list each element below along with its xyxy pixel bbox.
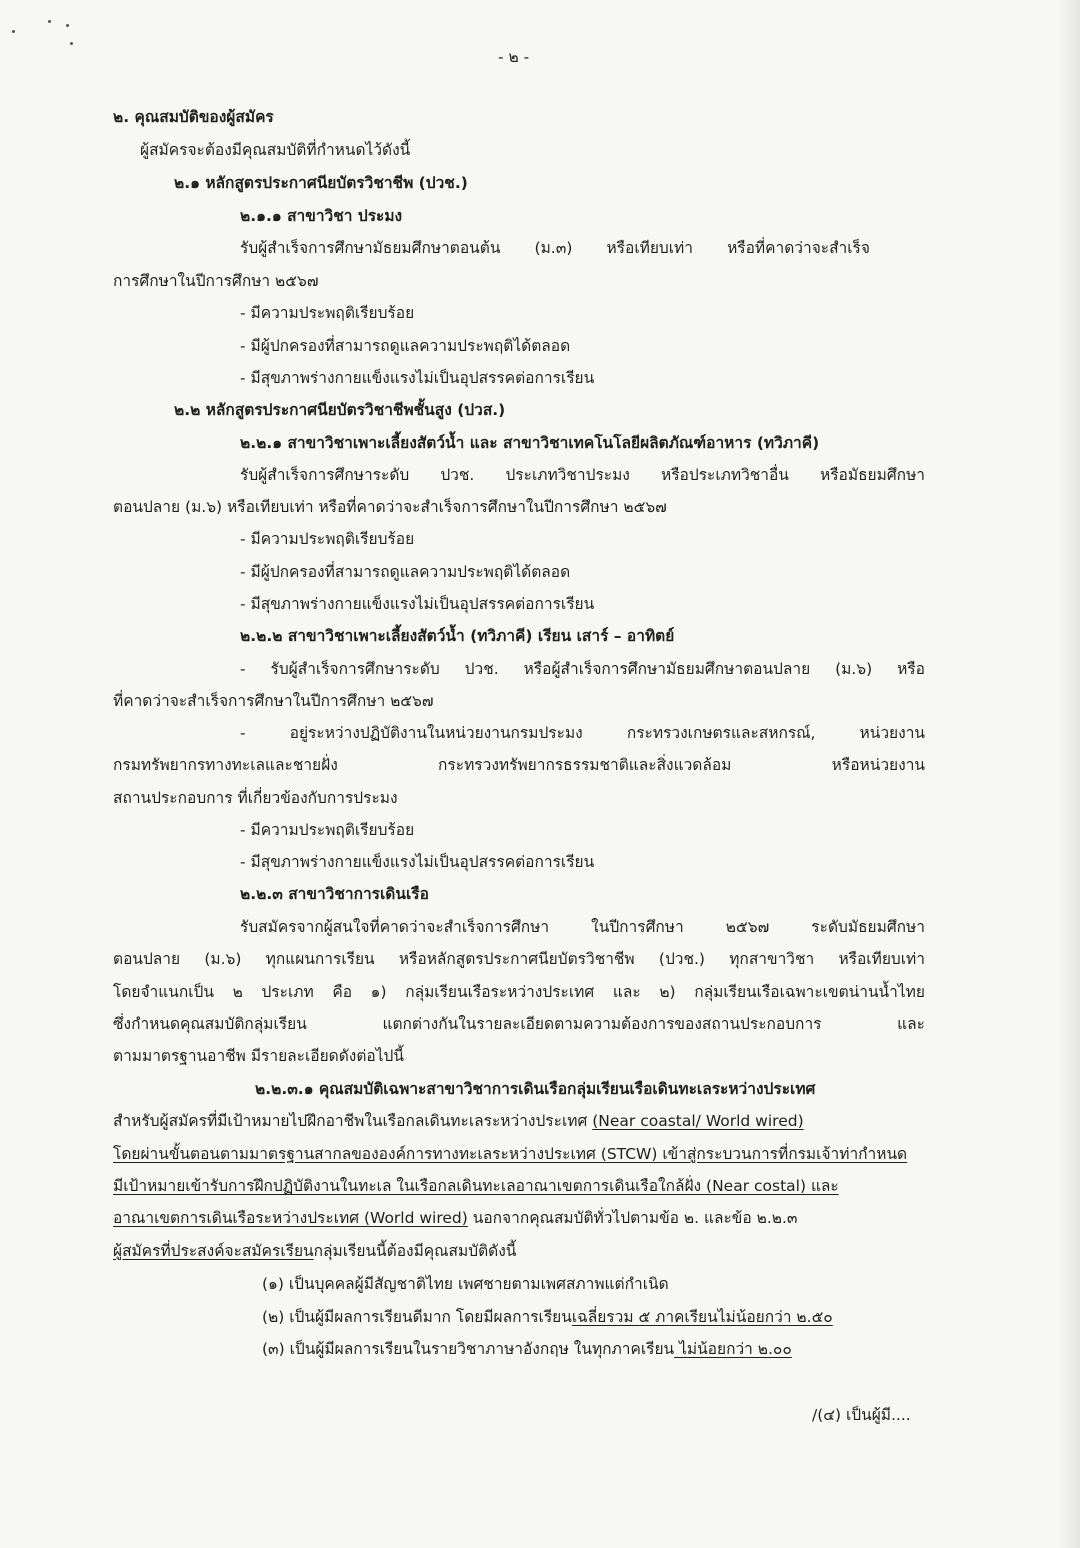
- word: หรือประเภทวิชาอื่น: [661, 466, 789, 484]
- underlined-text: เฉลี่ยรวม ๕ ภาคเรียนไม่น้อยกว่า ๒.๕๐: [571, 1308, 833, 1326]
- word: (ม.๖): [835, 660, 873, 678]
- word: หรือที่คาดว่าจะสำเร็จ: [727, 239, 870, 257]
- bullet-item: - มีสุขภาพร่างกายแข็งแรงไม่เป็นอุปสรรคต่อการเรียน: [240, 853, 595, 871]
- word: ๒: [232, 983, 243, 1001]
- scan-specks: [8, 12, 78, 52]
- paragraph-line: [113, 1205, 798, 1231]
- word: -: [240, 724, 246, 742]
- subsection-2-1-title: ๒.๑ หลักสูตรประกาศนียบัตรวิชาชีพ (ปวช.): [174, 174, 468, 192]
- word: ปวช.: [440, 466, 475, 484]
- criterion-3: [262, 1336, 792, 1362]
- paragraph-line: [113, 1238, 516, 1264]
- bullet-item: - มีความประพฤติเรียบร้อย: [240, 821, 415, 839]
- word: รับสมัครจากผู้สนใจที่คาดว่าจะสำเร็จการศึกษา: [240, 918, 550, 936]
- intro-text: ผู้สมัครจะต้องมีคุณสมบัติที่กำหนดไว้ดังนี้: [140, 141, 411, 159]
- scan-edge-shadow: [1058, 0, 1080, 1548]
- subsection-2-2-3-1-title: ๒.๒.๓.๑ คุณสมบัติเฉพาะสาขาวิชาการเดินเรือกลุ่มเรียนเรือเดินทะเลระหว่างประเทศ: [255, 1080, 816, 1098]
- word: หน่วยงาน: [859, 724, 925, 742]
- plain-text: (๒) เป็นผู้มีผลการเรียนดีมาก โดยมีผลการเรียน: [262, 1308, 572, 1326]
- paragraph-line: ตอนปลาย (ม.๖) หรือเทียบเท่า หรือที่คาดว่าจะสำเร็จการศึกษาในปีการศึกษา ๒๕๖๗: [113, 498, 667, 516]
- word: กระทรวงเกษตรและสหกรณ์,: [626, 724, 816, 742]
- subsection-2-2-2-title: ๒.๒.๒ สาขาวิชาเพาะเลี้ยงสัตว์น้ำ (ทวิภาคี) เรียน เสาร์ – อาทิตย์: [240, 627, 675, 645]
- word: รับผู้สำเร็จการศึกษาระดับ: [270, 660, 440, 678]
- paragraph-line: [113, 752, 925, 778]
- word: หรือมัธยมศึกษา: [820, 466, 925, 484]
- section-heading: ๒. คุณสมบัติของผู้สมัคร: [113, 108, 274, 126]
- paragraph-line: [113, 946, 925, 972]
- underlined-text: (Near coastal/ World wired): [592, 1112, 804, 1130]
- plain-text: สำหรับผู้สมัครที่มีเป้าหมายไปฝึกอาชีพในเรือกลเดินทะเลระหว่างประเทศ: [113, 1112, 593, 1130]
- criterion-1: (๑) เป็นบุคคลผู้มีสัญชาติไทย เพศชายตามเพศสภาพแต่กำเนิด: [262, 1275, 669, 1293]
- page-number: - ๒ -: [498, 48, 530, 66]
- subsection-2-1-1-title: ๒.๑.๑ สาขาวิชา ประมง: [240, 207, 403, 225]
- bullet-item: - มีความประพฤติเรียบร้อย: [240, 304, 415, 322]
- word: หรือเทียบเท่า: [606, 239, 693, 257]
- word: ระดับมัธยมศึกษา: [811, 918, 925, 936]
- paragraph-line: [240, 235, 870, 261]
- word: ประเภทวิชาประมง: [505, 466, 630, 484]
- paragraph-line: สถานประกอบการ ที่เกี่ยวข้องกับการประมง: [113, 789, 398, 807]
- word: อยู่ระหว่างปฏิบัติงานในหน่วยงานกรมประมง: [289, 724, 583, 742]
- plain-text: นอกจากคุณสมบัติทั่วไปตามข้อ ๒. และข้อ ๒.๒.๓: [467, 1209, 798, 1227]
- word: ในปีการศึกษา: [591, 918, 684, 936]
- word: คือ: [332, 983, 353, 1001]
- word: ตอนปลาย: [113, 950, 181, 968]
- paragraph-line: ที่คาดว่าจะสำเร็จการศึกษาในปีการศึกษา ๒๕๖๗: [113, 692, 434, 710]
- underlined-text: ผู้สมัครที่ประสงค์จะสมัครเรียน: [113, 1242, 314, 1260]
- word: หรือเทียบเท่า: [838, 950, 925, 968]
- word: (ปวช.): [658, 950, 705, 968]
- paragraph-line: [240, 462, 925, 488]
- paragraph-line: ตามมาตรฐานอาชีพ มีรายละเอียดดังต่อไปนี้: [113, 1047, 404, 1065]
- word: กรมทรัพยากรทางทะเลและชายฝั่ง: [113, 756, 338, 774]
- word: หรือ: [897, 660, 925, 678]
- subsection-2-2-title: ๒.๒ หลักสูตรประกาศนียบัตรวิชาชีพชั้นสูง (ปวส.): [174, 401, 506, 419]
- word: กระทรวงทรัพยากรธรรมชาติและสิ่งแวดล้อม: [438, 756, 732, 774]
- word: ทุกแผนการเรียน: [265, 950, 375, 968]
- bullet-item: - มีผู้ปกครองที่สามารถดูแลความประพฤติได้ตลอด: [240, 337, 571, 355]
- word: ซึ่งกำหนดคุณสมบัติกลุ่มเรียน: [113, 1015, 307, 1033]
- subsection-2-2-3-title: ๒.๒.๓ สาขาวิชาการเดินเรือ: [240, 885, 429, 903]
- bullet-item: - มีสุขภาพร่างกายแข็งแรงไม่เป็นอุปสรรคต่อการเรียน: [240, 595, 595, 613]
- underlined-line: มีเป้าหมายเข้ารับการฝึกปฏิบัติงานในทะเล ในเรือกลเดินทะเลอาณาเขตการเดินเรือใกล้ฝั่ง (Near costal) และ: [113, 1177, 839, 1195]
- word: ๒): [659, 983, 676, 1001]
- bullet-item: - มีความประพฤติเรียบร้อย: [240, 530, 415, 548]
- word: -: [240, 660, 246, 678]
- underlined-text: ไม่น้อยกว่า ๒.๐๐: [674, 1340, 792, 1358]
- word: และ: [897, 1015, 925, 1033]
- plain-text: (๓) เป็นผู้มีผลการเรียนในรายวิชาภาษาอังกฤษ ในทุกภาคเรียน: [262, 1340, 675, 1358]
- word: หรือผู้สำเร็จการศึกษามัธยมศึกษาตอนปลาย: [523, 660, 811, 678]
- continuation-note: /(๔) เป็นผู้มี....: [812, 1406, 911, 1424]
- word: ๒๕๖๗: [725, 918, 770, 936]
- paragraph-line: [113, 1108, 804, 1134]
- word: ปวช.: [464, 660, 499, 678]
- word: รับผู้สำเร็จการศึกษาระดับ: [240, 466, 410, 484]
- underlined-line: โดยผ่านขั้นตอนตามมาตรฐานสากลขององค์การทางทะเลระหว่างประเทศ (STCW) เข้าสู่กระบวนการที่กรมเจ้าท่ากำหนด: [113, 1145, 908, 1163]
- word: รับผู้สำเร็จการศึกษามัธยมศึกษาตอนต้น: [240, 239, 501, 257]
- word: โดยจำแนกเป็น: [113, 983, 214, 1001]
- word: และ: [612, 983, 641, 1001]
- subsection-2-2-1-title: ๒.๒.๑ สาขาวิชาเพาะเลี้ยงสัตว์น้ำ และ สาขาวิชาเทคโนโลยีผลิตภัณฑ์อาหาร (ทวิภาคี): [240, 434, 820, 452]
- word: กลุ่มเรียนเรือระหว่างประเทศ: [405, 983, 595, 1001]
- word: ทุกสาขาวิชา: [729, 950, 815, 968]
- paragraph-line: [240, 914, 925, 940]
- criterion-2: [262, 1304, 833, 1330]
- word: หรือหลักสูตรประกาศนียบัตรวิชาชีพ: [398, 950, 635, 968]
- word: ๑): [370, 983, 387, 1001]
- paragraph-line: [240, 656, 925, 682]
- paragraph-line: [113, 1011, 925, 1037]
- word: กลุ่มเรียนเรือเฉพาะเขตน่านน้ำไทย: [694, 983, 925, 1001]
- word: (ม.๓): [534, 239, 573, 257]
- underlined-text: อาณาเขตการเดินเรือระหว่างประเทศ (World wired): [113, 1209, 468, 1227]
- word: ประเภท: [261, 983, 314, 1001]
- plain-text: กลุ่มเรียนนี้ต้องมีคุณสมบัติดังนี้: [313, 1242, 517, 1260]
- bullet-item: - มีสุขภาพร่างกายแข็งแรงไม่เป็นอุปสรรคต่อการเรียน: [240, 369, 595, 387]
- word: หรือหน่วยงาน: [831, 756, 925, 774]
- bullet-item: - มีผู้ปกครองที่สามารถดูแลความประพฤติได้ตลอด: [240, 563, 571, 581]
- paragraph-line: [240, 720, 925, 746]
- word: แตกต่างกันในรายละเอียดตามความต้องการของสถานประกอบการ: [382, 1015, 822, 1033]
- paragraph-line: [113, 979, 925, 1005]
- word: (ม.๖): [204, 950, 242, 968]
- paragraph-line: การศึกษาในปีการศึกษา ๒๕๖๗: [113, 272, 319, 290]
